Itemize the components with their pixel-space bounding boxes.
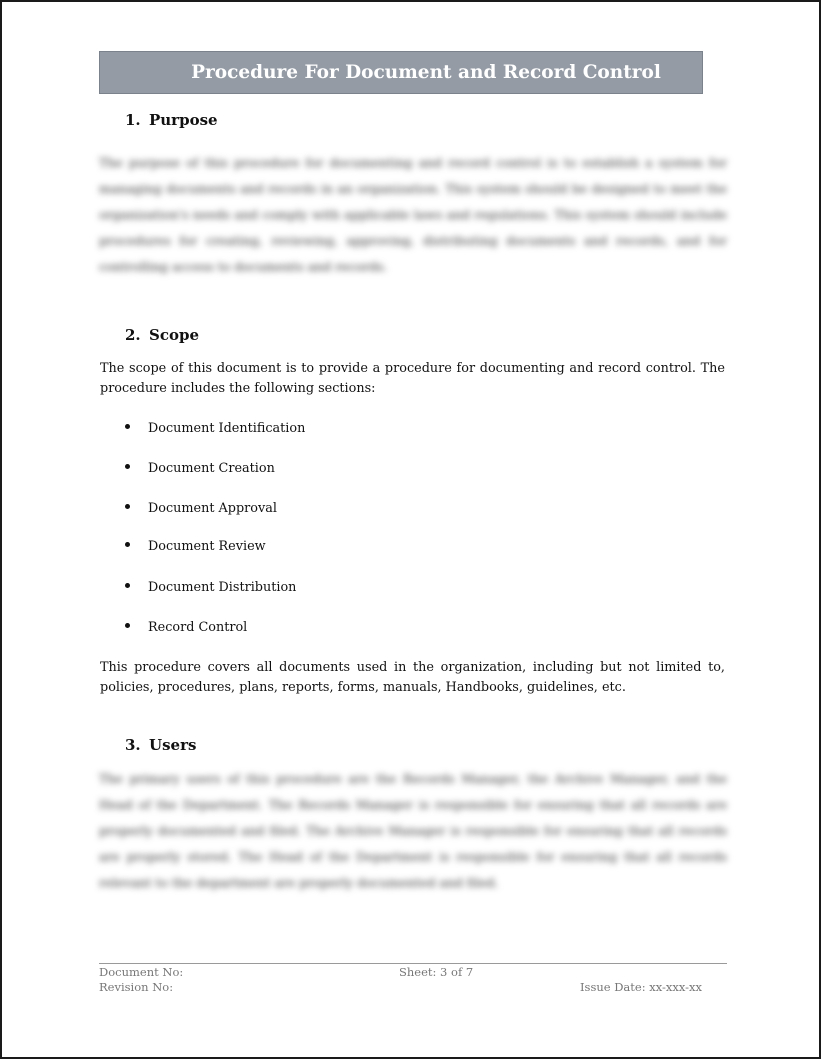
list-item	[125, 539, 266, 554]
section-number: 1.	[125, 111, 141, 129]
page-title: Procedure For Document and Record Control	[191, 62, 661, 83]
list-item-label: Document Creation	[148, 461, 275, 476]
footer-issue-date: Issue Date: xx-xxx-xx	[580, 980, 703, 994]
section-title: Scope	[149, 326, 200, 344]
section-number: 3.	[125, 736, 141, 754]
list-item	[125, 580, 296, 595]
list-item	[125, 421, 305, 436]
list-item-label: Document Approval	[148, 501, 277, 516]
section-heading-users	[125, 736, 196, 754]
list-item-label: Document Review	[148, 539, 266, 554]
list-item-label: Record Control	[148, 620, 248, 635]
title-bar	[99, 51, 703, 94]
section-heading-scope	[125, 326, 199, 344]
blurred-purpose-text: The purpose of this procedure for documenting and record control is to establish a system for managing documents and records in an organization. This system should be designed to meet the organization's needs and comply with applicable laws and regulations. This system should include procedures for creating, reviewing, approving, distributing documents and records, and for controlling access to documents and records.	[99, 155, 727, 274]
list-item-label: Document Identification	[148, 421, 306, 436]
section-title: Purpose	[149, 111, 218, 129]
bullet-icon	[125, 504, 130, 509]
bullet-icon	[125, 542, 130, 547]
bullet-icon	[125, 623, 130, 628]
section-heading-purpose	[125, 111, 218, 129]
list-item	[125, 501, 277, 516]
scope-intro-paragraph: The scope of this document is to provide a procedure for documenting and record control. The procedure includes the following sections:	[100, 361, 725, 396]
bullet-icon	[125, 424, 130, 429]
list-item-label: Document Distribution	[148, 580, 297, 595]
scope-outro-paragraph: This procedure covers all documents used in the organization, including but not limited to, policies, procedures, plans, reports, forms, manuals, Handbooks, guidelines, etc.	[100, 660, 725, 695]
footer-revision-no: Revision No:	[99, 980, 174, 994]
bullet-icon	[125, 583, 130, 588]
section-number: 2.	[125, 326, 141, 344]
footer-sheet: Sheet: 3 of 7	[399, 965, 474, 979]
blurred-users-text: The primary users of this procedure are the Records Manager, the Archive Manager, and the Head of the Department. The Records Manager is responsible for ensuring that all records are properly documented and filed. The Archive Manager is responsible for ensuring that all records are properly stored. The Head of the Department is responsible for ensuring that all records relevant to the department are properly documented and filed.	[99, 771, 727, 890]
list-item	[125, 461, 275, 476]
footer-document-no: Document No:	[99, 965, 184, 979]
bullet-icon	[125, 464, 130, 469]
footer-divider	[99, 963, 727, 964]
section-title: Users	[149, 736, 197, 754]
list-item	[125, 620, 247, 635]
